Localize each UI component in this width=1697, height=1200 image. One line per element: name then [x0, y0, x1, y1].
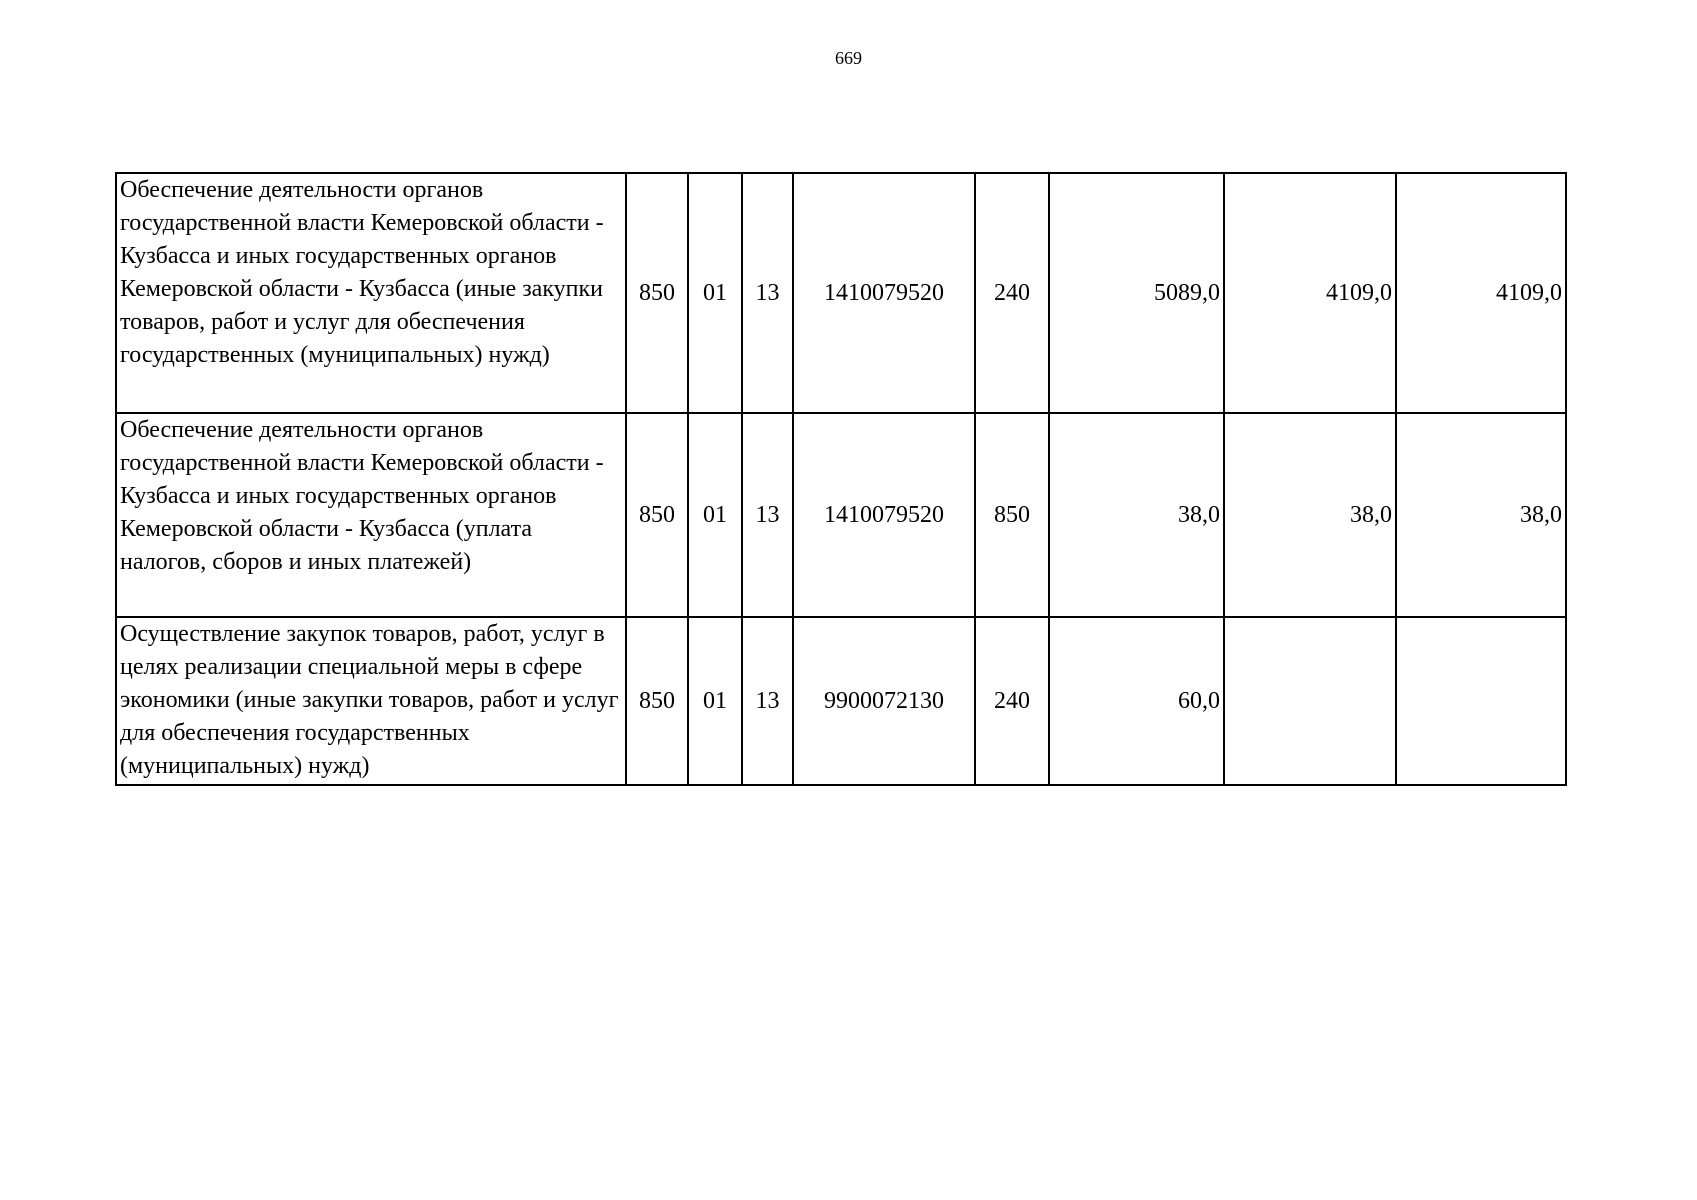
section-code-cell: 01	[688, 413, 742, 617]
amount-3-cell: 38,0	[1396, 413, 1566, 617]
subsection-code-cell: 13	[742, 413, 793, 617]
amount-1-cell: 60,0	[1049, 617, 1224, 785]
subsection-code-cell: 13	[742, 617, 793, 785]
table-row	[116, 173, 1566, 413]
table-row	[116, 617, 1566, 785]
amount-2-cell: 4109,0	[1224, 173, 1396, 413]
amount-2-cell	[1224, 617, 1396, 785]
amount-3-cell: 4109,0	[1396, 173, 1566, 413]
row-name-cell: Осуществление закупок товаров, работ, услуг в целях реализации специальной меры в сфере экономики (иные закупки товаров, работ и услуг для обеспечения государственных (муниципальных) нужд)	[116, 617, 626, 785]
expense-type-cell: 240	[975, 617, 1049, 785]
budget-table	[115, 172, 1567, 786]
row-name-cell: Обеспечение деятельности органов государственной власти Кемеровской области - Кузбасса и иных государственных органов Кемеровской области - Кузбасса (иные закупки товаров, работ и услуг для обеспечения государственных (муниципальных) нужд)	[116, 173, 626, 413]
amount-3-cell	[1396, 617, 1566, 785]
target-article-cell: 9900072130	[793, 617, 975, 785]
section-code-cell: 01	[688, 617, 742, 785]
ministry-code-cell: 850	[626, 413, 688, 617]
page-number: 669	[835, 48, 862, 68]
amount-1-cell: 5089,0	[1049, 173, 1224, 413]
section-code-cell: 01	[688, 173, 742, 413]
target-article-cell: 1410079520	[793, 413, 975, 617]
amount-2-cell: 38,0	[1224, 413, 1396, 617]
subsection-code-cell: 13	[742, 173, 793, 413]
ministry-code-cell: 850	[626, 617, 688, 785]
table-row	[116, 413, 1566, 617]
expense-type-cell: 850	[975, 413, 1049, 617]
target-article-cell: 1410079520	[793, 173, 975, 413]
amount-1-cell: 38,0	[1049, 413, 1224, 617]
ministry-code-cell: 850	[626, 173, 688, 413]
expense-type-cell: 240	[975, 173, 1049, 413]
row-name-cell: Обеспечение деятельности органов государственной власти Кемеровской области - Кузбасса и иных государственных органов Кемеровской области - Кузбасса (уплата налогов, сборов и иных платежей)	[116, 413, 626, 617]
